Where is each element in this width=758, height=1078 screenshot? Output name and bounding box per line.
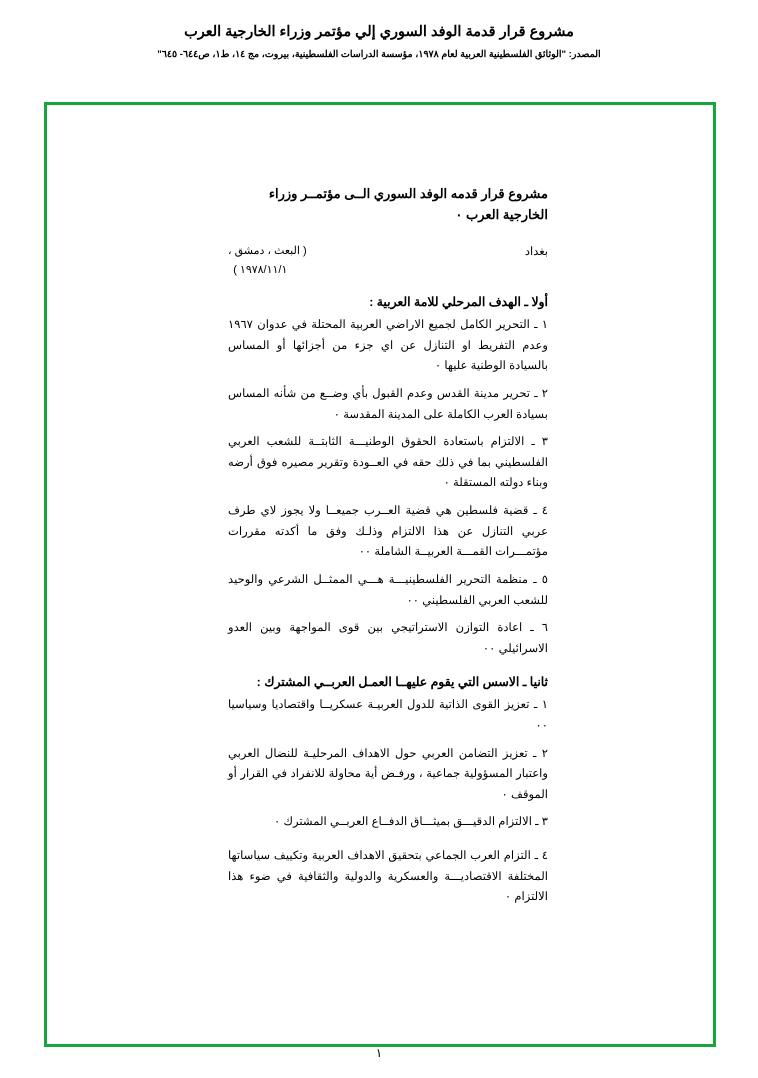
document-header: [0, 0, 758, 60]
document-heading: مشروع قرار قدمه الوفد السوري الــى مؤتمــر وزراء الخارجية العرب ٠: [268, 186, 548, 223]
page-number: ١: [375, 1046, 383, 1060]
section-two-item: ١ ـ تعزيز القوى الذاتية للدول العربيـة عسكريــا واقتصاديا وسياسيا ٠٠: [228, 698, 548, 732]
dateline-meta: [228, 242, 307, 279]
page-title: مشروع قرار قدمة الوفد السوري إلي مؤتمر وزراء الخارجية العرب: [184, 24, 574, 40]
dateline: [228, 242, 548, 279]
section-one-title: أولا ـ الهدف المرحلي للامة العربية :: [369, 295, 548, 310]
section-one-item: ٥ ـ منظمة التحرير الفلسطينيـــة هـــي الممثــل الشرعي والوحيد للشعب العربي الفلسطيني ٠٠: [228, 572, 548, 607]
source-citation: المصدر: "الوثائق الفلسطينية العربية لعام ١٩٧٨، مؤسسة الدراسات الفلسطينية، بيروت، مج ١٤، ط١، ص٦٤٤- ٦٤٥"‬: [157, 49, 601, 61]
section-one-item: ٢ ـ تحرير مدينة القدس وعدم القبول بأي وضــع من شأنه المساس بسيادة العرب الكاملة على المدينة المقدسة ٠: [228, 386, 548, 421]
section-one-item: ٦ ـ اعادة التوازن الاستراتيجي بين قوى المواجهة وبين العدو الاسرائيلي ٠٠: [228, 621, 548, 655]
frame-inner: [47, 105, 713, 1044]
dateline-city: بغداد: [524, 245, 548, 258]
section-two-item: ٢ ـ تعزيز التضامن العربي حول الاهداف المرحليـة للنضال العربي واعتبار المسؤولية جماعية ، ورفـض أية محاولة للانفراد في القرار أو الموقف ٠: [228, 746, 548, 801]
dateline-source: ( البعث ، دمشق ،: [228, 244, 307, 257]
section-two-title: ثانيا ـ الاسس التي يقوم عليهــا العمـل العربــي المشترك :: [256, 675, 548, 690]
green-border-frame: [44, 102, 716, 1047]
section-one-item: ٣ ـ الالتزام باستعادة الحقوق الوطنيـــة الثابتــة للشعب العربي الفلسطيني بما في ذلك حقه في العــودة وتقرير مصيره فوق أرضه وبناء دولته المستقلة ٠: [228, 435, 548, 490]
section-one-item: ٤ ـ قضية فلسطين هي قضية العــرب جميعــا ولا يجوز لاي طرف عربي التنازل عن هذا الالتزام وذلـك وفق ما أكدته مقررات مؤتمـــرات القمـــة العربيــة الشاملة ٠٠: [228, 504, 548, 559]
section-one-item: ١ ـ التحرير الكامل لجميع الاراضي العربية المحتلة في عدوان ١٩٦٧ وعدم التفريط او التنازل عن اي جزء من أجزائها أو المساس بالسيادة الوطنية عليها ٠: [228, 318, 548, 373]
document-body: [228, 183, 548, 915]
section-two-item: ٤ ـ التزام العرب الجماعي بتحقيق الاهداف العربية وتكييف سياساتها المختلفة الاقتصاديـــة والعسكرية والدولية والثقافية في ضوء هذا الالتزام ٠: [228, 849, 548, 904]
dateline-date: ١٩٧٨/١١/١ ): [233, 263, 288, 276]
section-two-item: ٣ ـ الالتزام الدقيـــق بميثـــاق الدفــاع العربــي المشترك ٠: [274, 815, 548, 829]
